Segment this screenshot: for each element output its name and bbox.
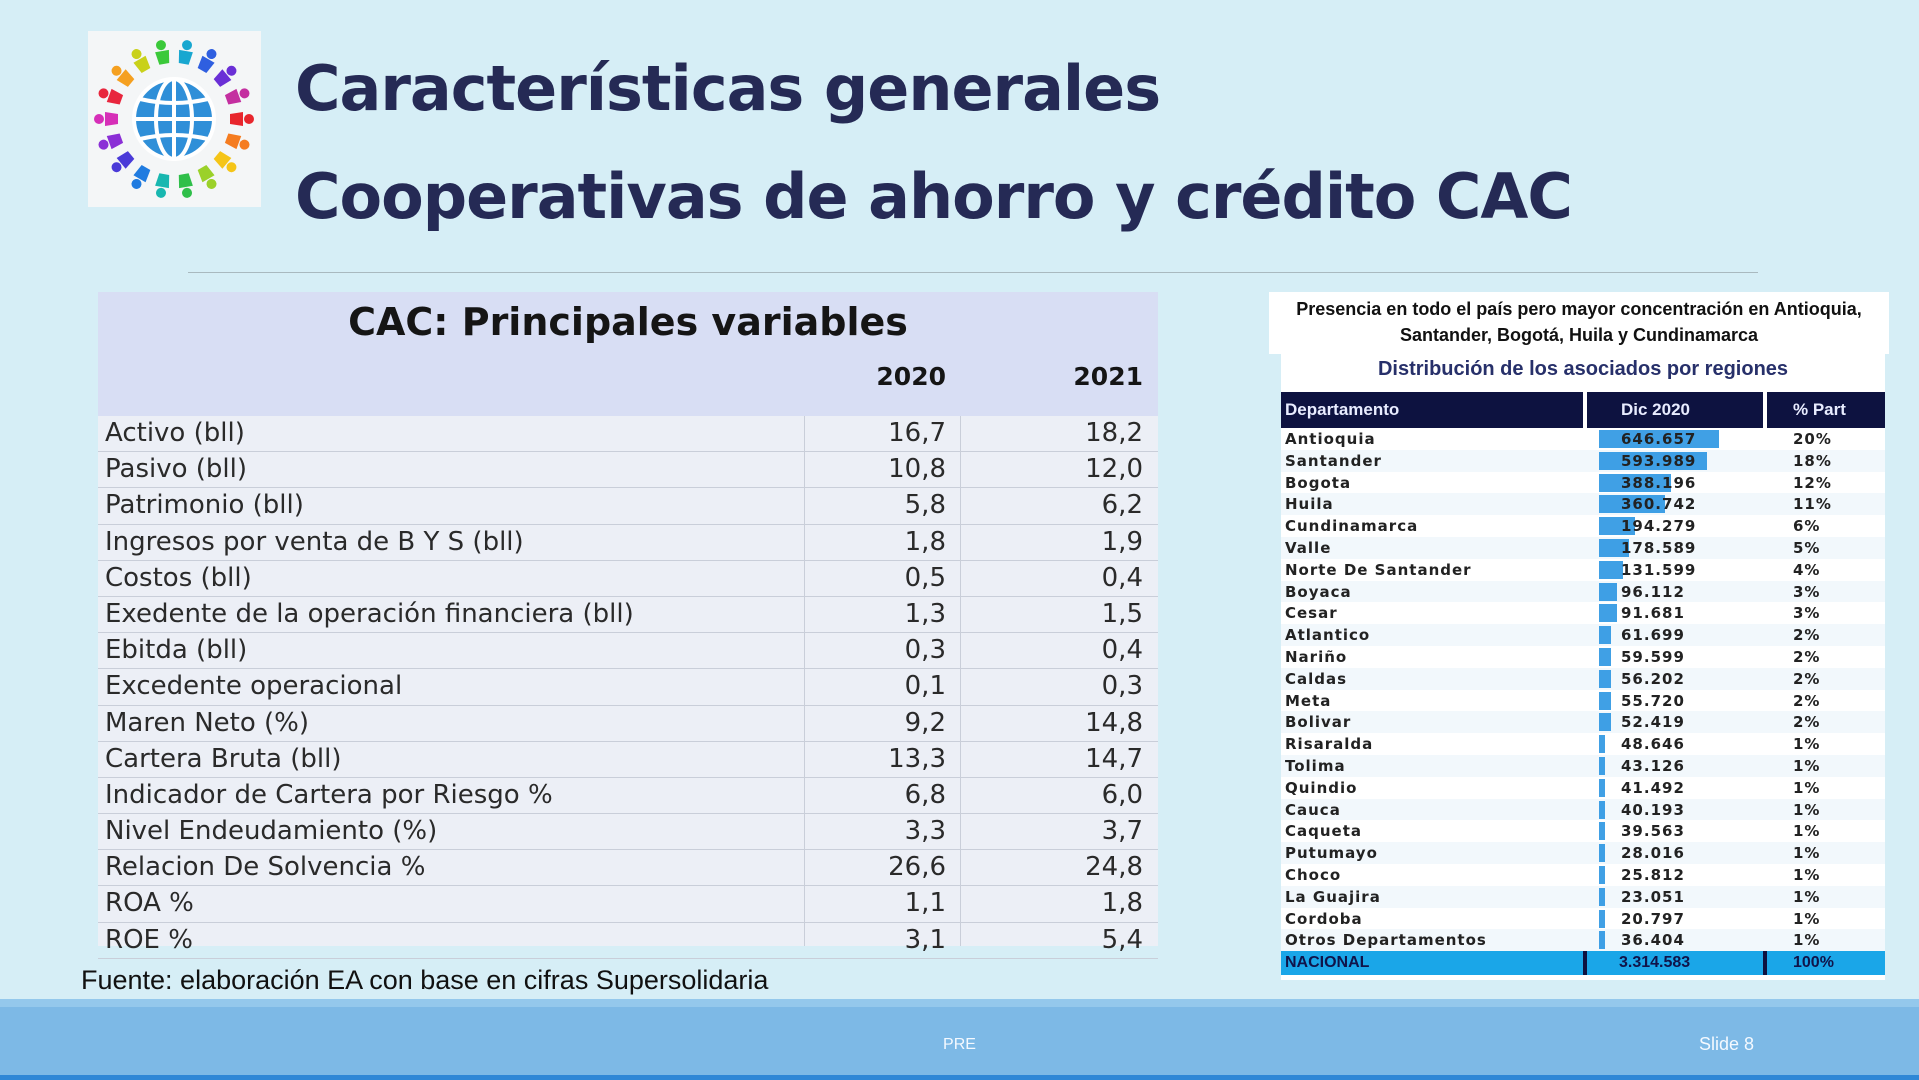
regions-table-title: Distribución de los asociados por regiones: [1377, 358, 1789, 380]
region-share-bar: [1599, 626, 1611, 644]
region-name: Cesar: [1285, 604, 1338, 623]
region-row: [1281, 733, 1885, 755]
regions-table-header: [1281, 392, 1885, 428]
region-value: 40.193: [1621, 800, 1685, 819]
region-value: 41.492: [1621, 778, 1685, 797]
region-name: Otros Departamentos: [1285, 931, 1487, 950]
value-2020: 10,8: [888, 454, 946, 485]
region-part: 1%: [1793, 735, 1821, 754]
value-2021: 1,9: [1101, 526, 1143, 557]
variables-row: [98, 561, 1158, 597]
variable-label: Patrimonio (bll): [105, 490, 304, 521]
region-name: La Guajira: [1285, 887, 1381, 906]
region-name: Meta: [1285, 691, 1332, 710]
region-name: Cundinamarca: [1285, 517, 1419, 536]
region-share-bar: [1599, 583, 1617, 601]
region-value: 61.699: [1621, 626, 1685, 645]
variable-label: Cartera Bruta (bll): [105, 743, 342, 774]
region-row: [1281, 537, 1885, 559]
variables-row: [98, 742, 1158, 778]
region-share-bar: [1599, 801, 1605, 819]
total-part: 100%: [1793, 954, 1834, 972]
region-name: Quindio: [1285, 778, 1358, 797]
variable-label: Excedente operacional: [105, 671, 403, 702]
region-part: 1%: [1793, 778, 1821, 797]
value-2021: 6,0: [1101, 779, 1143, 810]
region-row: [1281, 820, 1885, 842]
region-share-bar: [1599, 888, 1605, 906]
region-part: 1%: [1793, 822, 1821, 841]
region-name: Atlantico: [1285, 626, 1371, 645]
variable-label: Nivel Endeudamiento (%): [105, 816, 438, 847]
region-name: Choco: [1285, 865, 1342, 884]
header-departamento: Departamento: [1285, 400, 1400, 419]
header-divider: [1763, 392, 1767, 428]
region-row: [1281, 929, 1885, 951]
variables-row: [98, 633, 1158, 669]
total-divider: [1583, 951, 1587, 975]
variables-table-caption: CAC: Principales variables: [348, 300, 908, 344]
variables-row: [98, 886, 1158, 922]
region-name: Cauca: [1285, 800, 1341, 819]
variables-row: [98, 416, 1158, 452]
region-part: 3%: [1793, 582, 1821, 601]
region-row: [1281, 472, 1885, 494]
presence-note-line-2: Santander, Bogotá, Huila y Cundinamarca: [1399, 325, 1759, 345]
region-name: Norte De Santander: [1285, 560, 1472, 579]
region-name: Tolima: [1285, 756, 1346, 775]
globe-people-logo-icon: [88, 31, 261, 207]
variables-row: [98, 923, 1158, 959]
region-value: 646.657: [1621, 430, 1697, 448]
region-part: 18%: [1793, 451, 1832, 470]
variables-row: [98, 669, 1158, 705]
region-share-bar: [1599, 866, 1605, 884]
region-row: [1281, 493, 1885, 515]
region-row: [1281, 428, 1885, 450]
total-label: NACIONAL: [1285, 954, 1370, 972]
variable-label: Ebitda (bll): [105, 635, 248, 666]
region-part: 1%: [1793, 909, 1821, 928]
region-name: Caqueta: [1285, 822, 1363, 841]
region-name: Risaralda: [1285, 735, 1374, 754]
region-name: Putumayo: [1285, 844, 1378, 863]
region-part: 2%: [1793, 626, 1821, 645]
value-2020: 1,8: [904, 526, 946, 557]
region-part: 1%: [1793, 865, 1821, 884]
variables-row: [98, 814, 1158, 850]
region-row: [1281, 559, 1885, 581]
region-value: 194.279: [1621, 517, 1697, 536]
region-name: Cordoba: [1285, 909, 1363, 928]
variable-label: Relacion De Solvencia %: [105, 852, 426, 883]
region-share-bar: [1599, 779, 1605, 797]
region-row: [1281, 755, 1885, 777]
region-share-bar: [1599, 844, 1605, 862]
header-divider: [1583, 392, 1587, 428]
value-2021: 6,2: [1101, 490, 1143, 521]
presence-note: [1269, 292, 1889, 354]
region-name: Boyaca: [1285, 582, 1352, 601]
variable-label: Exedente de la operación financiera (bll): [105, 598, 634, 629]
region-row: [1281, 690, 1885, 712]
value-2021: 0,4: [1101, 635, 1143, 666]
regions-table-body: [1281, 428, 1885, 951]
regions-total-row: [1281, 951, 1885, 975]
region-row: [1281, 886, 1885, 908]
region-value: 43.126: [1621, 756, 1685, 775]
region-name: Antioquia: [1285, 430, 1376, 448]
region-value: 52.419: [1621, 713, 1685, 732]
region-part: 2%: [1793, 713, 1821, 732]
region-part: 1%: [1793, 887, 1821, 906]
value-2021: 1,8: [1101, 888, 1143, 919]
region-part: 2%: [1793, 647, 1821, 666]
region-value: 25.812: [1621, 865, 1685, 884]
value-2021: 1,5: [1101, 598, 1143, 629]
region-row: [1281, 842, 1885, 864]
value-2020: 3,1: [904, 924, 946, 955]
variable-label: ROA %: [105, 888, 194, 919]
region-value: 91.681: [1621, 604, 1685, 623]
variables-row: [98, 597, 1158, 633]
region-row: [1281, 864, 1885, 886]
region-value: 56.202: [1621, 669, 1685, 688]
value-2021: 14,8: [1085, 707, 1143, 738]
value-2021: 18,2: [1085, 418, 1143, 448]
region-share-bar: [1599, 713, 1611, 731]
region-share-bar: [1599, 670, 1611, 688]
value-2021: 3,7: [1101, 816, 1143, 847]
total-value: 3.314.583: [1619, 954, 1691, 972]
region-value: 55.720: [1621, 691, 1685, 710]
value-2020: 3,3: [904, 816, 946, 847]
region-row: [1281, 581, 1885, 603]
region-value: 23.051: [1621, 887, 1685, 906]
region-row: [1281, 450, 1885, 472]
value-2021: 5,4: [1101, 924, 1143, 955]
variables-row: [98, 706, 1158, 742]
region-part: 3%: [1793, 604, 1821, 623]
region-part: 6%: [1793, 517, 1821, 536]
variables-row: [98, 778, 1158, 814]
source-note: Fuente: elaboración EA con base en cifras Supersolidaria: [81, 965, 769, 995]
region-share-bar: [1599, 910, 1605, 928]
region-row: [1281, 711, 1885, 733]
region-part: 11%: [1793, 495, 1832, 514]
region-share-bar: [1599, 931, 1605, 949]
slide-footer: [0, 999, 1919, 1080]
variable-label: Maren Neto (%): [105, 707, 310, 738]
region-share-bar: [1599, 757, 1605, 775]
year-2021-header: 2021: [1073, 362, 1143, 391]
region-share-bar: [1599, 604, 1617, 622]
region-value: 59.599: [1621, 647, 1685, 666]
value-2020: 5,8: [904, 490, 946, 521]
region-value: 20.797: [1621, 909, 1685, 928]
variable-label: Activo (bll): [105, 418, 245, 448]
variable-label: Pasivo (bll): [105, 454, 248, 485]
value-2021: 12,0: [1085, 454, 1143, 485]
variable-label: Ingresos por venta de B Y S (bll): [105, 526, 524, 557]
regions-table: [1281, 352, 1885, 980]
region-part: 12%: [1793, 473, 1832, 492]
variables-table: [98, 292, 1158, 955]
region-part: 4%: [1793, 560, 1821, 579]
region-row: [1281, 515, 1885, 537]
region-part: 1%: [1793, 800, 1821, 819]
page-title-line-2: Cooperativas de ahorro y crédito CAC: [295, 160, 1572, 233]
value-2021: 0,4: [1101, 562, 1143, 593]
region-row: [1281, 624, 1885, 646]
title-divider: [188, 272, 1758, 273]
total-divider: [1763, 951, 1767, 975]
region-name: Valle: [1285, 538, 1332, 557]
region-value: 96.112: [1621, 582, 1685, 601]
region-value: 593.989: [1621, 451, 1697, 470]
variables-row: [98, 850, 1158, 886]
region-name: Bolivar: [1285, 713, 1352, 732]
value-2021: 24,8: [1085, 852, 1143, 883]
region-value: 360.742: [1621, 495, 1697, 514]
regions-grid: [1281, 392, 1885, 975]
region-row: [1281, 646, 1885, 668]
presence-note-line-1: Presencia en todo el país pero mayor concentración en Antioquia,: [1296, 299, 1862, 319]
region-name: Santander: [1285, 451, 1382, 470]
region-share-bar: [1599, 735, 1605, 753]
value-2020: 0,1: [904, 671, 946, 702]
region-part: 20%: [1793, 430, 1832, 448]
value-2020: 0,5: [904, 562, 946, 593]
region-part: 1%: [1793, 756, 1821, 775]
region-share-bar: [1599, 648, 1611, 666]
region-share-bar: [1599, 561, 1623, 579]
value-2021: 0,3: [1101, 671, 1143, 702]
variables-row: [98, 525, 1158, 561]
region-row: [1281, 602, 1885, 624]
variables-table-header: [98, 292, 1158, 416]
variable-label: Costos (bll): [105, 562, 252, 593]
region-value: 39.563: [1621, 822, 1685, 841]
variables-table-body: [98, 416, 1158, 959]
year-2020-header: 2020: [876, 362, 946, 391]
value-2021: 14,7: [1085, 743, 1143, 774]
region-value: 28.016: [1621, 844, 1685, 863]
footer-top-band: [0, 999, 1919, 1007]
region-part: 1%: [1793, 931, 1821, 950]
region-name: Nariño: [1285, 647, 1348, 666]
value-2020: 1,3: [904, 598, 946, 629]
value-2020: 13,3: [888, 743, 946, 774]
region-value: 178.589: [1621, 538, 1697, 557]
region-name: Huila: [1285, 495, 1334, 514]
region-part: 1%: [1793, 844, 1821, 863]
variable-label: Indicador de Cartera por Riesgo %: [105, 779, 553, 810]
variable-label: ROE %: [105, 924, 193, 955]
region-row: [1281, 799, 1885, 821]
value-2020: 1,1: [904, 888, 946, 919]
page-title-line-1: Características generales: [295, 52, 1161, 125]
value-2020: 9,2: [904, 707, 946, 738]
region-name: Caldas: [1285, 669, 1348, 688]
region-part: 2%: [1793, 691, 1821, 710]
value-2020: 16,7: [888, 418, 946, 448]
region-part: 2%: [1793, 669, 1821, 688]
region-share-bar: [1599, 692, 1611, 710]
region-part: 5%: [1793, 538, 1821, 557]
region-value: 36.404: [1621, 931, 1685, 950]
logo: [88, 31, 261, 207]
header-part: % Part: [1793, 400, 1846, 419]
region-row: [1281, 908, 1885, 930]
region-row: [1281, 777, 1885, 799]
region-value: 131.599: [1621, 560, 1697, 579]
region-value: 388.196: [1621, 473, 1697, 492]
variables-row: [98, 488, 1158, 524]
footer-bottom-band: [0, 1075, 1919, 1080]
region-value: 48.646: [1621, 735, 1685, 754]
footer-center-text: PRE: [943, 1036, 976, 1053]
region-row: [1281, 668, 1885, 690]
variables-row: [98, 452, 1158, 488]
region-name: Bogota: [1285, 473, 1352, 492]
value-2020: 26,6: [888, 852, 946, 883]
header-dic-2020: Dic 2020: [1621, 400, 1690, 419]
value-2020: 6,8: [904, 779, 946, 810]
value-2020: 0,3: [904, 635, 946, 666]
region-share-bar: [1599, 822, 1605, 840]
slide-number: Slide 8: [1699, 1034, 1755, 1054]
